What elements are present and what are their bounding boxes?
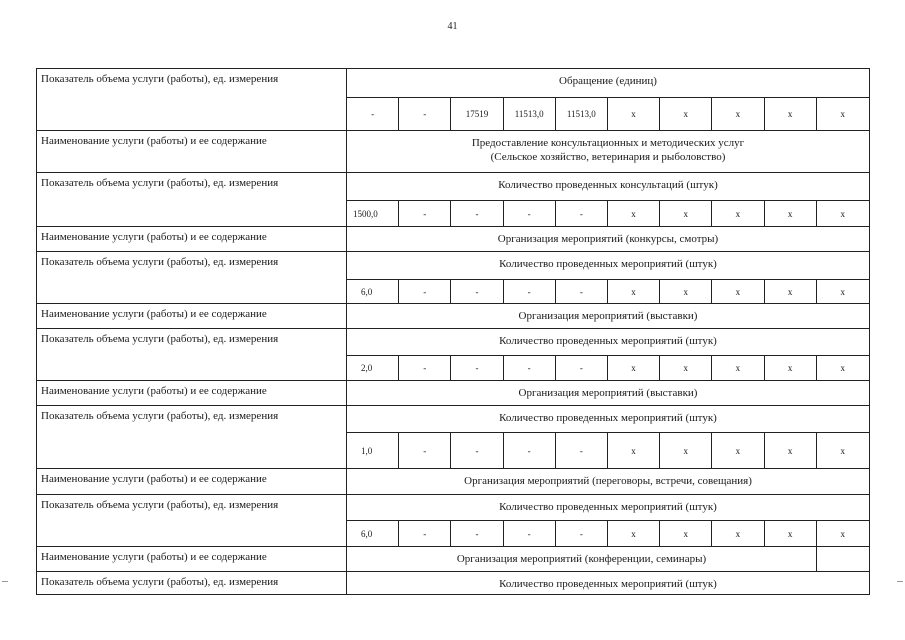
content-text: Организация мероприятий (конкурсы, смотры) (497, 233, 719, 245)
value-cell: - (504, 433, 556, 468)
content-text: Количество проведенных мероприятий (штук) (499, 412, 717, 424)
value-cell: х (660, 201, 712, 226)
table-row (37, 130, 869, 172)
value-cell: - (399, 521, 451, 546)
row-content (347, 131, 869, 172)
value-cell: - (556, 201, 608, 226)
value-cell: - (451, 433, 503, 468)
value-cell: 11513,0 (556, 98, 608, 130)
row-content (347, 572, 869, 594)
value-cells (347, 200, 869, 226)
value-cell: х (608, 280, 660, 303)
content-text: Количество проведенных мероприятий (штук) (499, 258, 717, 270)
value-cell: х (608, 521, 660, 546)
value-cell: х (840, 208, 846, 219)
value-cell: х (660, 280, 712, 303)
value-cell: х (660, 521, 712, 546)
value-cell: - (399, 98, 451, 130)
value-cell: - (451, 201, 503, 226)
value-cells (347, 279, 869, 303)
value-cell: 1,0 (347, 433, 399, 468)
value-cell: - (504, 356, 556, 380)
value-cell: х (765, 356, 817, 380)
table-row (37, 405, 869, 468)
content-text: Организация мероприятий (выставки) (518, 387, 698, 399)
value-cell: - (399, 356, 451, 380)
table-row (37, 328, 869, 380)
row-label: Показатель объема услуги (работы), ед. измерения (37, 173, 347, 226)
table-row (37, 494, 869, 546)
value-cell: - (451, 280, 503, 303)
value-cell: - (556, 280, 608, 303)
row-content (347, 547, 817, 571)
value-cell: х (765, 98, 817, 130)
content-text: Количество проведенных мероприятий (штук) (499, 578, 717, 590)
value-cell: 11513,0 (504, 98, 556, 130)
value-cell: 17519 (451, 98, 503, 130)
row-content (347, 469, 869, 494)
value-cell: х (712, 280, 764, 303)
value-cell: х (608, 356, 660, 380)
value-cells (347, 97, 869, 130)
row-label: Наименование услуги (работы) и ее содержание (37, 381, 347, 405)
row-label: Наименование услуги (работы) и ее содержание (37, 227, 347, 251)
value-cell: - (451, 356, 503, 380)
table-row (37, 251, 869, 303)
row-label: Наименование услуги (работы) и ее содержание (37, 304, 347, 328)
value-cell: - (451, 521, 503, 546)
value-cell: - (504, 280, 556, 303)
table-row (37, 571, 869, 594)
value-cell: х (765, 201, 817, 226)
value-cell: 6,0 (347, 521, 399, 546)
value-cell: - (399, 201, 451, 226)
value-cell: х (608, 201, 660, 226)
table-row (37, 226, 869, 251)
row-label: Показатель объема услуги (работы), ед. измерения (37, 69, 347, 130)
row-label: Наименование услуги (работы) и ее содержание (37, 547, 347, 571)
value-cell: х (712, 356, 764, 380)
content-text: Организация мероприятий (конференции, семинары) (456, 553, 707, 565)
value-cell: х (765, 280, 817, 303)
value-cell: - (347, 98, 399, 130)
value-cell: 1500,0 (347, 201, 399, 226)
value-cell: х (840, 286, 846, 297)
value-cell: х (840, 109, 846, 119)
row-label: Наименование услуги (работы) и ее содержание (37, 131, 347, 172)
value-cell: х (712, 201, 764, 226)
row-content (347, 381, 869, 405)
value-cells (347, 520, 869, 546)
value-cell: - (504, 201, 556, 226)
value-cell: 6,0 (347, 280, 399, 303)
content-text: (Сельское хозяйство, ветеринария и рыболовство) (490, 151, 726, 163)
value-cell: х (712, 521, 764, 546)
value-cell: х (660, 356, 712, 380)
value-cell: х (608, 433, 660, 468)
table-row (37, 468, 869, 494)
row-content (347, 304, 869, 328)
value-cell: - (556, 521, 608, 546)
row-label: Показатель объема услуги (работы), ед. измерения (37, 572, 347, 594)
value-cell: х (660, 98, 712, 130)
content-text: Организация мероприятий (выставки) (518, 310, 698, 322)
value-cells (347, 432, 869, 468)
row-content (347, 227, 869, 251)
row-label: Наименование услуги (работы) и ее содержание (37, 469, 347, 494)
value-cell: - (399, 280, 451, 303)
scan-edge-mark-left (2, 581, 8, 582)
value-cell: - (556, 433, 608, 468)
content-text: Обращение (единиц) (559, 75, 657, 87)
value-cell: - (504, 521, 556, 546)
row-label: Показатель объема услуги (работы), ед. измерения (37, 329, 347, 380)
value-cell: х (660, 433, 712, 468)
row-label: Показатель объема услуги (работы), ед. измерения (37, 495, 347, 546)
value-cell: - (556, 356, 608, 380)
scan-edge-mark-right (897, 581, 903, 582)
row-label: Показатель объема услуги (работы), ед. измерения (37, 406, 347, 468)
table-row (37, 303, 869, 328)
value-cell: - (399, 433, 451, 468)
service-table (36, 68, 870, 595)
value-cell: х (765, 433, 817, 468)
value-cell: х (765, 521, 817, 546)
value-cell: х (840, 528, 846, 539)
table-row (37, 380, 869, 405)
content-text: Предоставление консультационных и методических услуг (471, 137, 745, 149)
value-cell: 2,0 (347, 356, 399, 380)
content-text: Количество проведенных мероприятий (штук) (499, 335, 717, 347)
value-cell: х (840, 445, 846, 456)
content-text: Количество проведенных консультаций (штук) (498, 179, 718, 191)
table-row (37, 69, 869, 130)
row-label: Показатель объема услуги (работы), ед. измерения (37, 252, 347, 303)
table-row (37, 546, 869, 571)
value-cell: х (608, 98, 660, 130)
content-text: Количество проведенных мероприятий (штук) (499, 501, 717, 513)
value-cell: х (712, 433, 764, 468)
value-cells (347, 355, 869, 380)
content-text: Организация мероприятий (переговоры, встречи, совещания) (464, 475, 752, 487)
table-row (37, 172, 869, 226)
value-cell: х (840, 363, 846, 373)
page-number: 41 (447, 21, 458, 32)
value-cell: х (712, 98, 764, 130)
